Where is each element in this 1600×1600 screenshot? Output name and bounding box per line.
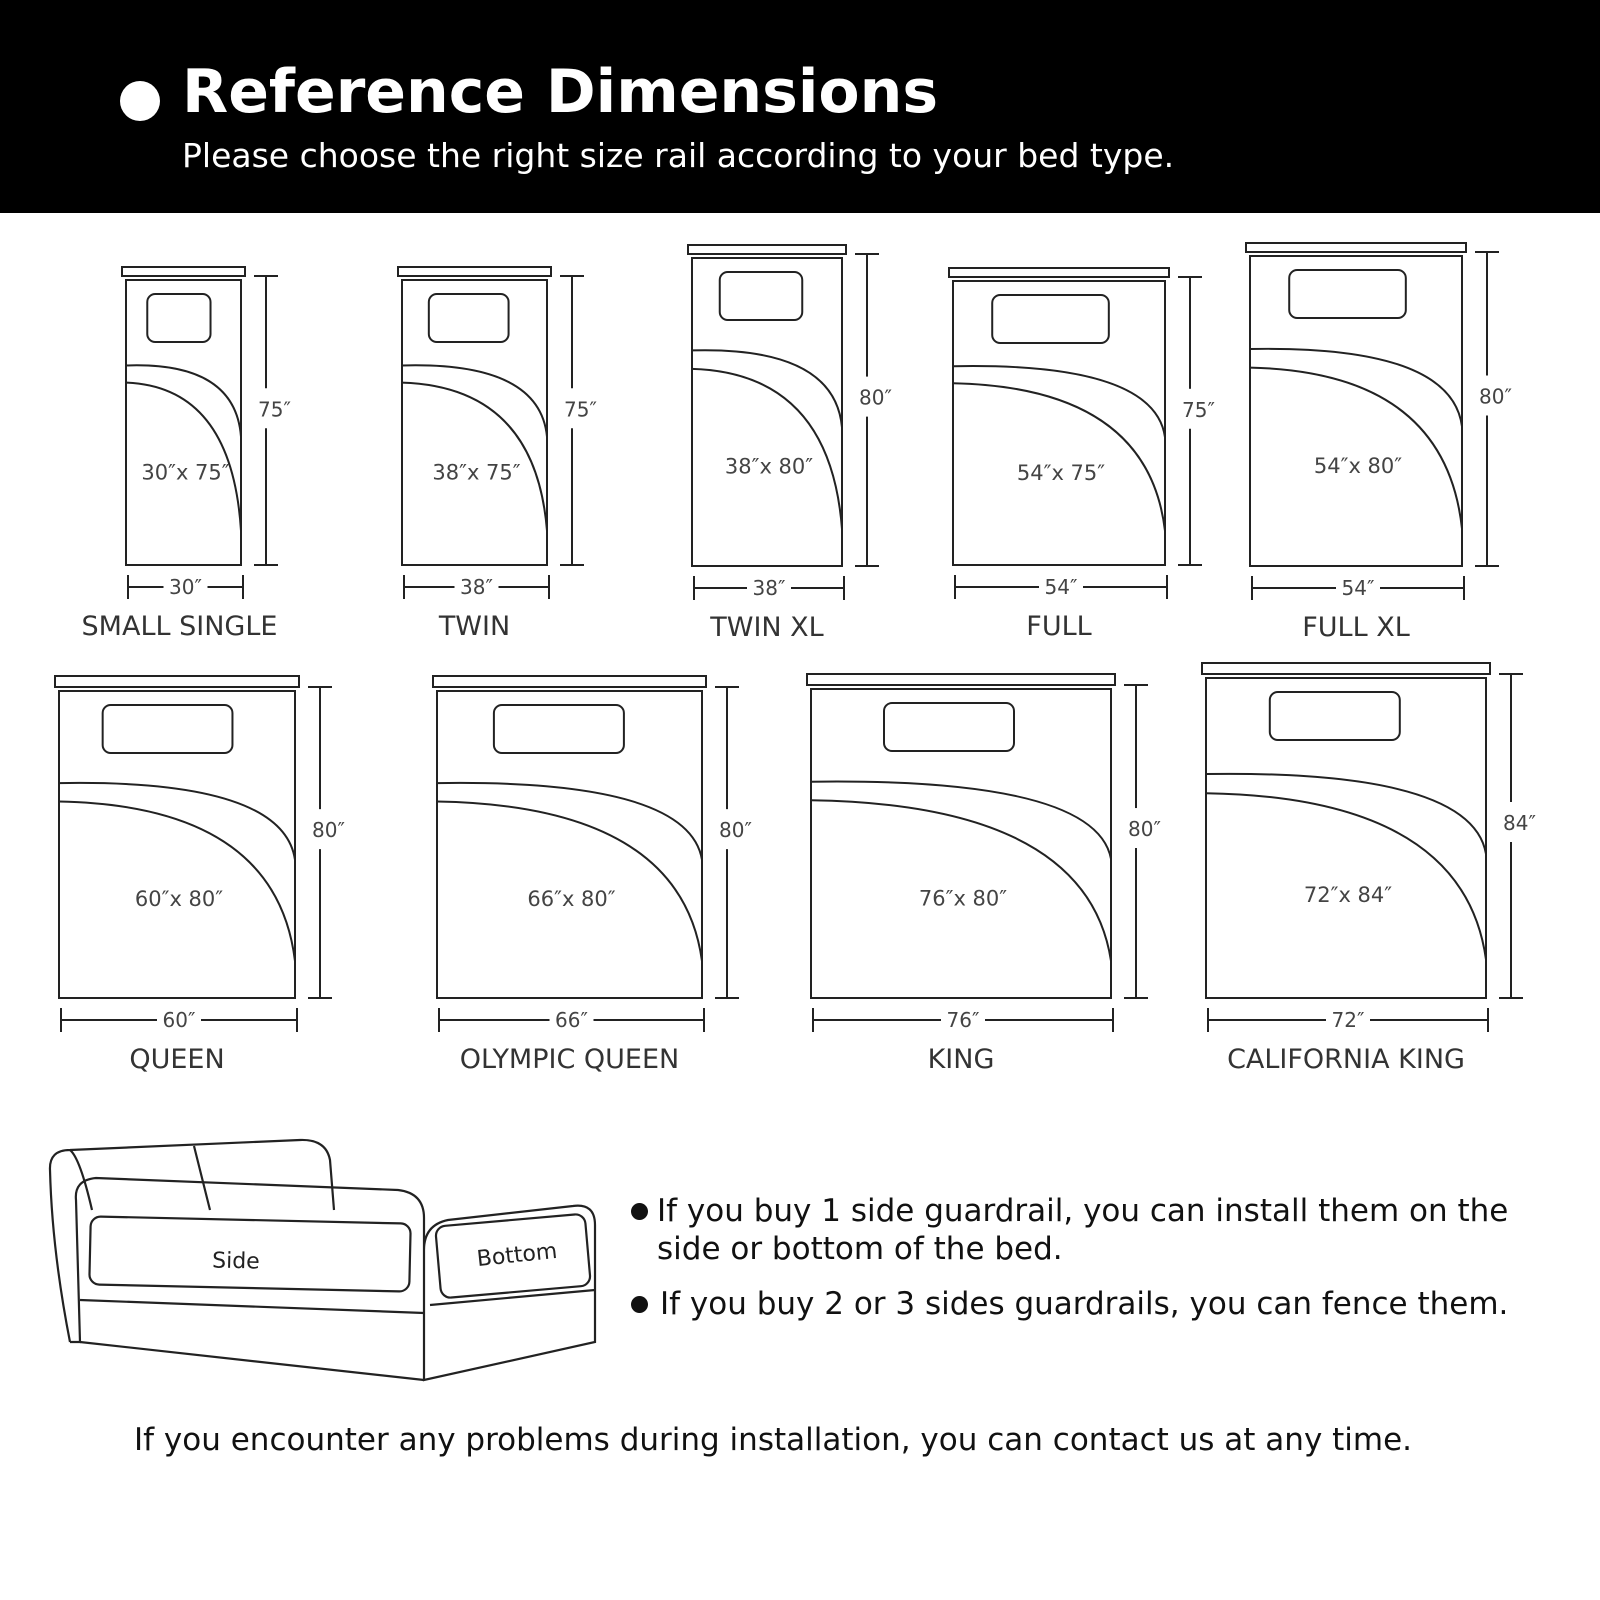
note-1-line-2: side or bottom of the bed. xyxy=(657,1231,1063,1267)
bed-type-label: KING xyxy=(927,1044,995,1075)
headboard xyxy=(949,268,1169,277)
headboard xyxy=(688,245,846,254)
length-label: 75″ xyxy=(1182,397,1215,422)
bed-type-label: TWIN XL xyxy=(710,612,824,643)
blanket-edge xyxy=(1250,368,1462,529)
bed-diagram xyxy=(398,267,584,599)
bed-type-label: SMALL SINGLE xyxy=(81,611,278,642)
beds-layer xyxy=(55,243,1536,1075)
note-2-line-1: If you buy 2 or 3 sides guardrails, you can fence them. xyxy=(660,1286,1509,1322)
headboard xyxy=(122,267,245,276)
bed-type-label: TWIN xyxy=(438,611,511,642)
length-label: 80″ xyxy=(312,818,345,843)
size-label: 60″x 80″ xyxy=(134,886,224,911)
pillow-icon xyxy=(1289,270,1406,318)
bullet-icon xyxy=(631,1296,648,1313)
mattress-outline xyxy=(126,280,241,565)
guardrail-bed-illustration xyxy=(50,1140,595,1380)
width-label: 54″ xyxy=(1044,575,1078,599)
bullet-icon xyxy=(120,81,160,121)
size-label: 30″x 75″ xyxy=(141,460,230,485)
width-label: 76″ xyxy=(946,1008,980,1032)
blanket-edge xyxy=(1206,793,1486,959)
blanket-fold xyxy=(692,350,842,427)
bottom-rail-label: Bottom xyxy=(475,1238,559,1273)
blanket-fold xyxy=(811,782,1111,859)
pillow-icon xyxy=(494,705,624,753)
bullet-icon xyxy=(631,1203,648,1220)
headboard xyxy=(1246,243,1466,252)
width-label: 54″ xyxy=(1341,576,1375,600)
width-label: 38″ xyxy=(752,576,786,600)
bed-diagram xyxy=(1202,663,1523,1032)
blanket-edge xyxy=(811,800,1111,961)
pillow-icon xyxy=(147,294,210,342)
bed-diagram xyxy=(122,267,278,599)
note-1-line-1: If you buy 1 side guardrail, you can install them on the xyxy=(657,1193,1509,1229)
bed-type-label: QUEEN xyxy=(129,1044,225,1075)
width-label: 66″ xyxy=(555,1008,588,1032)
length-label: 80″ xyxy=(859,385,892,410)
blanket-fold xyxy=(59,783,295,860)
size-label: 38″x 75″ xyxy=(432,460,521,485)
length-label: 84″ xyxy=(1503,811,1536,835)
pillow-icon xyxy=(720,272,803,320)
bed-diagram xyxy=(433,676,739,1032)
blanket-fold xyxy=(126,365,241,436)
blanket-fold xyxy=(402,365,547,436)
bed-type-label: FULL xyxy=(1026,611,1092,642)
blanket-fold xyxy=(953,366,1165,437)
side-rail-label: Side xyxy=(211,1248,261,1275)
mattress-outline xyxy=(59,691,295,998)
width-label: 38″ xyxy=(460,575,493,599)
pillow-icon xyxy=(1270,692,1400,740)
blanket-edge xyxy=(402,383,547,531)
width-label: 72″ xyxy=(1331,1008,1365,1032)
size-label: 54″x 80″ xyxy=(1313,454,1403,478)
mattress-outline xyxy=(1206,678,1486,998)
blanket-edge xyxy=(953,383,1165,531)
length-label: 75″ xyxy=(564,397,597,422)
mattress-outline xyxy=(402,280,547,565)
bed-type-label: OLYMPIC QUEEN xyxy=(459,1044,680,1075)
length-label: 80″ xyxy=(719,818,752,843)
bed-size-diagram xyxy=(0,213,1600,1600)
headboard xyxy=(1202,663,1490,674)
contact-note: If you encounter any problems during installation, you can contact us at any time. xyxy=(134,1422,1413,1458)
mattress-outline xyxy=(1250,256,1462,566)
size-label: 72″x 84″ xyxy=(1303,883,1393,907)
bed-diagram xyxy=(1246,243,1499,600)
headboard xyxy=(398,267,551,276)
headboard xyxy=(55,676,299,687)
blanket-fold xyxy=(437,783,702,860)
pillow-icon xyxy=(884,703,1014,751)
blanket-edge xyxy=(126,383,241,531)
pillow-icon xyxy=(103,705,233,753)
bed-diagram xyxy=(949,268,1202,599)
size-label: 76″x 80″ xyxy=(918,886,1008,911)
bed-type-label: CALIFORNIA KING xyxy=(1227,1044,1465,1075)
width-label: 30″ xyxy=(169,575,202,599)
size-label: 54″x 75″ xyxy=(1016,460,1106,485)
blanket-edge xyxy=(692,369,842,529)
page-subtitle: Please choose the right size rail according to your bed type. xyxy=(182,136,1175,175)
blanket-fold xyxy=(1206,774,1486,854)
length-label: 80″ xyxy=(1128,817,1161,842)
mattress-outline xyxy=(437,691,702,998)
length-label: 75″ xyxy=(258,397,291,422)
pillow-icon xyxy=(992,295,1109,343)
bed-type-label: FULL XL xyxy=(1302,612,1410,643)
width-label: 60″ xyxy=(162,1008,196,1032)
page-title: Reference Dimensions xyxy=(182,57,939,127)
bed-diagram xyxy=(807,674,1148,1032)
headboard xyxy=(433,676,706,687)
mattress-outline xyxy=(692,258,842,566)
blanket-fold xyxy=(1250,349,1462,427)
blanket-edge xyxy=(437,802,702,962)
header-banner xyxy=(0,0,1600,213)
mattress-outline xyxy=(811,689,1111,998)
mattress-outline xyxy=(953,281,1165,565)
length-label: 80″ xyxy=(1479,384,1512,409)
size-label: 66″x 80″ xyxy=(527,886,616,911)
size-label: 38″x 80″ xyxy=(724,454,814,479)
pillow-icon xyxy=(429,294,509,342)
blanket-edge xyxy=(59,802,295,962)
headboard xyxy=(807,674,1115,685)
bed-diagram xyxy=(688,245,879,600)
bed-diagram xyxy=(55,676,332,1032)
